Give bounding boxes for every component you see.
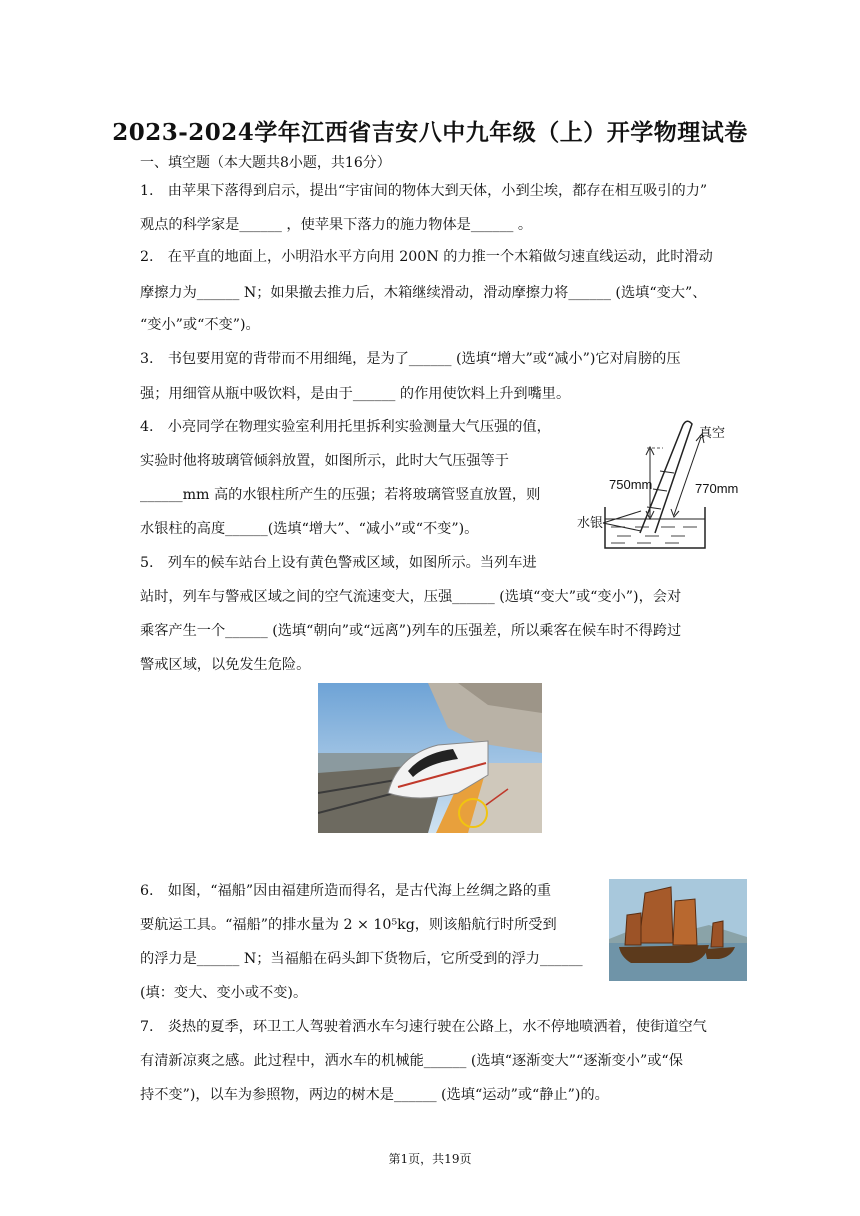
q4-line4: 水银柱的高度______(选填“增大”、“减小”或“不变”)。 [140,521,479,537]
q5-line4: 警戒区域，以免发生危险。 [140,657,311,673]
q1-line1: 1. 由苹果下落得到启示，提出“宇宙间的物体大到天体，小到尘埃，都存在相互吸引的力” [140,183,708,199]
vacuum-label: 真空 [699,425,726,440]
train-platform-photo [318,683,542,833]
q6-line2: 要航运工具。“福船”的排水量为 2 × 10⁵kg，则该船航行时所受到 [140,917,557,933]
page-footer: 第1页，共19页 [388,1152,472,1166]
q6-line1: 6. 如图，“福船”因由福建所造而得名，是古代海上丝绸之路的重 [140,883,552,899]
q6-line4: (填：变大、变小或不变)。 [140,985,308,1001]
q6-line3: 的浮力是______ N；当福船在码头卸下货物后，它所受到的浮力______ [140,951,583,967]
q5-line2: 站时，列车与警戒区域之间的空气流速变大，压强______ (选填“变大”或“变小”)，会对 [140,589,682,605]
height-label: 750mm [609,477,653,492]
q7-line1: 7. 炎热的夏季，环卫工人驾驶着洒水车匀速行驶在公路上，水不停地喷洒着，使街道空气 [140,1019,707,1035]
q4-line3: ______mm 高的水银柱所产生的压强；若将玻璃管竖直放置，则 [140,487,541,503]
q4-line2: 实验时他将玻璃管倾斜放置，如图所示，此时大气压强等于 [140,453,509,469]
q2-line2: 摩擦力为______ N；如果撤去推力后，木箱继续滑动，滑动摩擦力将______ (选填“变大”、 [140,285,707,301]
q1-line2: 观点的科学家是______ ，使苹果下落力的施力物体是______ 。 [140,217,533,233]
q3-line2: 强；用细管从瓶中吸饮料，是由于______ 的作用使饮料上升到嘴里。 [140,386,571,402]
q7-line3: 持不变”)，以车为参照物，两边的树木是______ (选填“运动”或“静止”)的。 [140,1087,609,1103]
fuchuan-ship-photo [609,879,747,981]
q5-line1: 5. 列车的候车站台上设有黄色警戒区域，如图所示。当列车进 [140,555,537,571]
length-label: 770mm [695,481,739,496]
q4-line1: 4. 小亮同学在物理实验室利用托里拆利实验测量大气压强的值， [140,419,551,435]
exam-title: 2023-2024学年江西省吉安八中九年级（上）开学物理试卷 [112,119,748,146]
q2-line3: “变小”或“不变”)。 [140,317,260,333]
q7-line2: 有清新凉爽之感。此过程中，洒水车的机械能______ (选填“逐渐变大”“逐渐变小”或“保 [140,1053,683,1069]
q2-line1: 2. 在平直的地面上，小明沿水平方向用 200N 的力推一个木箱做匀速直线运动，此时滑动 [140,249,713,265]
q5-line3: 乘客产生一个______ (选填“朝向”或“远离”)列车的压强差，所以乘客在候车时不得跨过 [140,623,682,639]
section-heading: 一、填空题（本大题共8小题，共16分） [140,155,391,171]
torricelli-figure [575,415,760,555]
q3-line1: 3. 书包要用宽的背带而不用细绳，是为了______ (选填“增大”或“减小”)它对肩膀的压 [140,351,681,367]
mercury-label: 水银 [577,515,604,530]
